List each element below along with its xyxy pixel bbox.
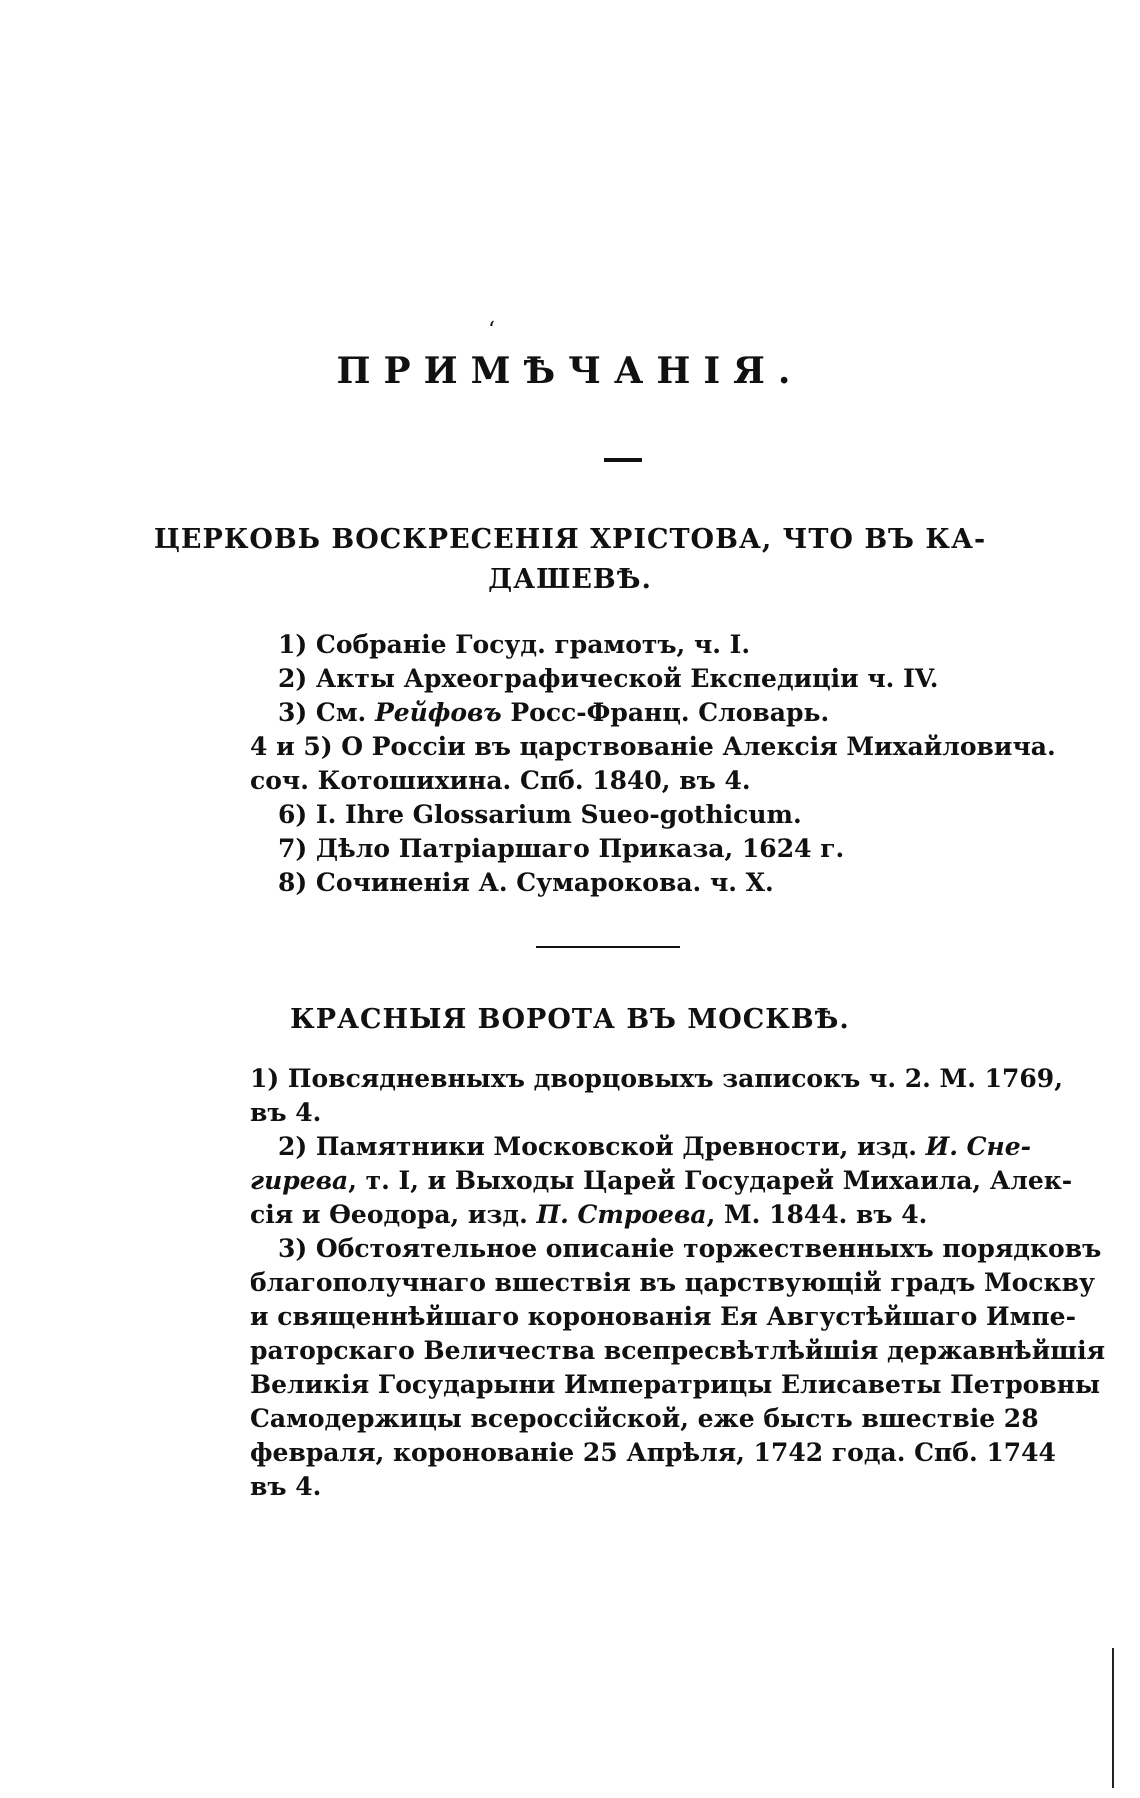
section1-heading (0, 520, 1140, 600)
note-item-continued: Самодержицы всероссійской, еже бысть вшествіе 28 (250, 1404, 1039, 1433)
note-item: 8) Сочиненія А. Сумарокова. ч. X. (278, 868, 774, 897)
note-item-continued: благополучнаго вшествія въ царствующій градъ Москву (250, 1268, 1095, 1297)
note-item-continued: въ 4. (250, 1472, 322, 1501)
section2-notes (250, 1062, 1106, 1504)
stray-mark: ‘ (488, 318, 495, 343)
note-text: , М. 1844. въ 4. (706, 1200, 928, 1229)
note-item: 2) Акты Археографической Експедиціи ч. IV. (278, 664, 939, 693)
note-item-continued: раторскаго Величества всепресвѣтлѣйшія державнѣйшія (250, 1336, 1106, 1365)
section1-heading-line1: ЦЕРКОВЬ ВОСКРЕСЕНІЯ ХРІСТОВА, ЧТО ВЪ КА- (153, 524, 987, 555)
note-text: сія и Ѳеодора, изд. (250, 1200, 537, 1229)
note-item: 1) Повсядневныхъ дворцовыхъ записокъ ч. 2. М. 1769, (250, 1064, 1063, 1093)
page-title: ПРИМѢЧАНІЯ. (336, 350, 804, 392)
note-item: 1) Собраніе Госуд. грамотъ, ч. I. (278, 630, 751, 659)
note-item: 6) I. Ihre Glossarium Sueo-gothicum. (278, 800, 802, 829)
note-item: 3) Обстоятельное описаніе торжественныхъ порядковъ (278, 1234, 1102, 1263)
note-item: 4 и 5) О Россіи въ царствованіе Алексія Михайловича. (250, 732, 1056, 761)
section1-heading-line2: ДАШЕВѢ. (488, 564, 652, 595)
scan-edge-mark (1112, 1648, 1114, 1788)
note-item-continued (250, 1198, 990, 1232)
note-item (250, 1130, 1032, 1164)
note-item-continued: февраля, коронованіе 25 Апрѣля, 1742 года. Спб. 1744 (250, 1438, 1056, 1467)
title-dash-divider (604, 458, 642, 462)
note-item: 7) Дѣло Патріаршаго Приказа, 1624 г. (278, 834, 845, 863)
note-item-continued (250, 1164, 1073, 1198)
note-item-continued: въ 4. (250, 1098, 322, 1127)
note-text: , т. I, и Выходы Царей Государей Михаила, Алек- (348, 1166, 1073, 1195)
note-item-continued: соч. Котошихина. Спб. 1840, въ 4. (250, 766, 751, 795)
note-item (250, 696, 990, 730)
note-text: 2) Памятники Московской Древности, изд. (278, 1132, 926, 1161)
note-item-continued: и священнѣйшаго коронованія Ея Августѣйшаго Импе- (250, 1302, 1076, 1331)
section2-heading: КРАСНЫЯ ВОРОТА ВЪ МОСКВѢ. (290, 1004, 850, 1035)
note-italic-author: Рейфовъ (374, 698, 502, 727)
note-italic-author: П. Строева (536, 1200, 707, 1229)
note-text: 3) См. (278, 698, 375, 727)
note-italic-author: гирева (250, 1166, 349, 1195)
note-italic-author: И. Сне- (925, 1132, 1032, 1161)
section1-notes (250, 628, 1056, 900)
section-divider (536, 946, 680, 948)
note-item-continued: Великія Государыни Императрицы Елисаветы Петровны (250, 1370, 1101, 1399)
note-text: Росс-Франц. Словарь. (501, 698, 830, 727)
